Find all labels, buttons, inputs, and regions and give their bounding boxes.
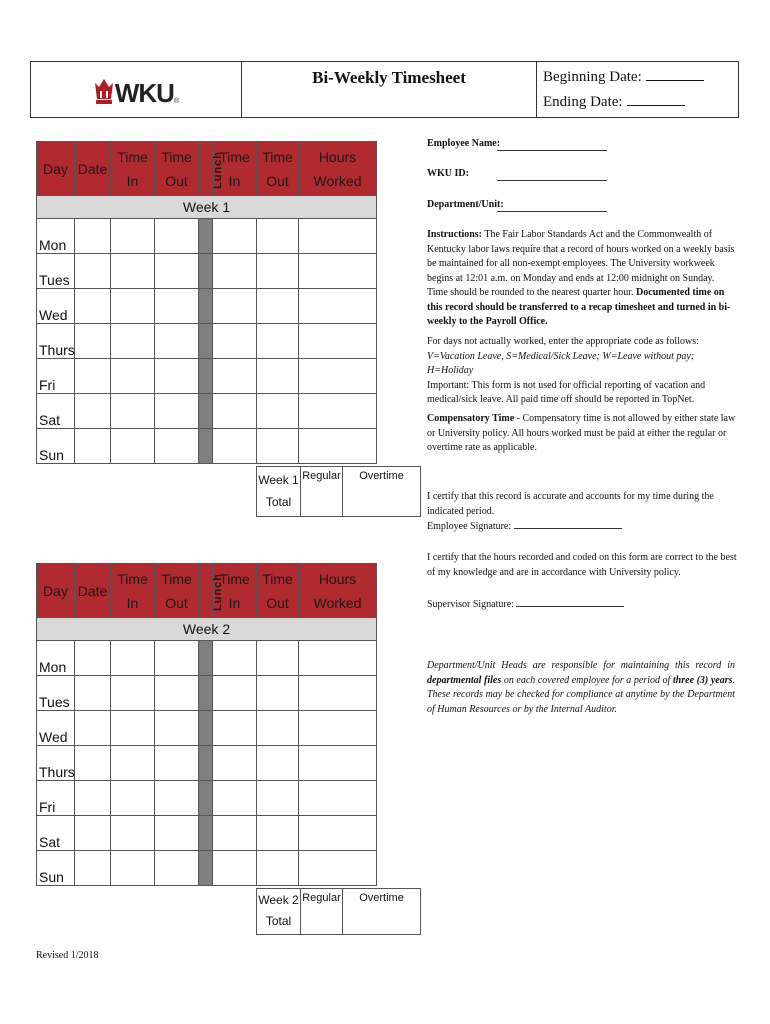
col-hours-worked: Hours Worked — [299, 142, 377, 196]
instructions-label: Instructions: — [427, 229, 483, 240]
entry-cell[interactable] — [155, 746, 199, 781]
entry-cell[interactable] — [299, 781, 377, 816]
entry-cell[interactable] — [111, 851, 155, 886]
entry-cell[interactable] — [75, 816, 111, 851]
entry-cell[interactable] — [257, 816, 299, 851]
supervisor-signature-row — [427, 598, 737, 613]
entry-cell[interactable] — [257, 781, 299, 816]
day-label: Sun — [37, 851, 75, 886]
employee-signature-field[interactable] — [514, 528, 622, 529]
col-time-in-2: Time In — [213, 142, 257, 196]
week2-row-wed — [37, 711, 377, 746]
entry-cell[interactable] — [75, 641, 111, 676]
week1-table — [36, 141, 377, 464]
entry-cell[interactable] — [213, 324, 257, 359]
wku-id-field[interactable] — [497, 168, 607, 181]
entry-cell[interactable] — [213, 219, 257, 254]
employee-name-label: Employee Name: — [427, 138, 501, 149]
beginning-date-field[interactable]: Beginning Date: — [543, 65, 738, 90]
entry-cell[interactable] — [155, 324, 199, 359]
entry-cell[interactable] — [111, 711, 155, 746]
week2-overtime-cell[interactable]: Overtime — [343, 889, 421, 935]
entry-cell[interactable] — [111, 254, 155, 289]
entry-cell[interactable] — [257, 324, 299, 359]
comp-time-label: Compensatory Time — [427, 413, 515, 424]
instructions-block — [427, 228, 737, 330]
entry-cell[interactable] — [213, 641, 257, 676]
col-time-out-2: Time Out — [257, 564, 299, 618]
week2-header-row — [37, 564, 377, 618]
entry-cell[interactable] — [257, 359, 299, 394]
entry-cell[interactable] — [299, 711, 377, 746]
day-label: Fri — [37, 359, 75, 394]
week2-total-label: Week 2 Total — [257, 889, 301, 935]
entry-cell[interactable] — [111, 219, 155, 254]
entry-cell[interactable] — [155, 429, 199, 464]
employee-certify-text: I certify that this record is accurate and accounts for my time during the indicated period. — [427, 491, 714, 517]
entry-cell[interactable] — [257, 394, 299, 429]
entry-cell[interactable] — [155, 781, 199, 816]
entry-cell[interactable] — [213, 394, 257, 429]
entry-cell[interactable] — [299, 289, 377, 324]
entry-cell[interactable] — [299, 746, 377, 781]
dates-cell — [537, 62, 738, 117]
entry-cell[interactable] — [299, 219, 377, 254]
entry-cell[interactable] — [299, 324, 377, 359]
col-time-out-1: Time Out — [155, 142, 199, 196]
entry-cell[interactable] — [111, 641, 155, 676]
entry-cell[interactable] — [257, 254, 299, 289]
lunch-cell — [199, 359, 213, 394]
entry-cell[interactable] — [111, 359, 155, 394]
lunch-cell — [199, 254, 213, 289]
entry-cell[interactable] — [155, 394, 199, 429]
entry-cell[interactable] — [213, 781, 257, 816]
col-date: Date — [75, 142, 111, 196]
entry-cell[interactable] — [155, 254, 199, 289]
week1-overtime-cell[interactable]: Overtime — [343, 467, 421, 517]
entry-cell[interactable] — [299, 641, 377, 676]
week2-table — [36, 563, 377, 886]
col-lunch: Lunch — [199, 142, 213, 196]
entry-cell[interactable] — [299, 254, 377, 289]
entry-cell[interactable] — [155, 219, 199, 254]
entry-cell[interactable] — [257, 711, 299, 746]
entry-cell[interactable] — [257, 219, 299, 254]
day-label: Tues — [37, 254, 75, 289]
logo-text: WKU — [114, 77, 174, 108]
entry-cell[interactable] — [75, 851, 111, 886]
entry-cell[interactable] — [213, 254, 257, 289]
codes-block — [427, 335, 737, 408]
form-header — [30, 61, 739, 118]
entry-cell[interactable] — [257, 676, 299, 711]
entry-cell[interactable] — [213, 816, 257, 851]
day-label: Thurs — [37, 324, 75, 359]
title-cell — [242, 62, 537, 117]
entry-cell[interactable] — [155, 359, 199, 394]
entry-cell[interactable] — [213, 746, 257, 781]
entry-cell[interactable] — [75, 676, 111, 711]
col-time-in-1: Time In — [111, 564, 155, 618]
lunch-cell — [199, 429, 213, 464]
entry-cell[interactable] — [213, 429, 257, 464]
lunch-cell — [199, 781, 213, 816]
codes-intro: For days not actually worked, enter the appropriate code as follows: — [427, 336, 699, 347]
entry-cell[interactable] — [75, 289, 111, 324]
entry-cell[interactable] — [111, 781, 155, 816]
lunch-cell — [199, 851, 213, 886]
entry-cell[interactable] — [111, 324, 155, 359]
week1-totals — [256, 466, 421, 517]
week1-label-row — [37, 196, 377, 219]
entry-cell[interactable] — [111, 816, 155, 851]
week2-regular-cell[interactable]: Regular — [301, 889, 343, 935]
col-time-in-1: Time In — [111, 142, 155, 196]
week1-row-tues — [37, 254, 377, 289]
entry-cell[interactable] — [155, 711, 199, 746]
lunch-cell — [199, 641, 213, 676]
day-label: Mon — [37, 219, 75, 254]
entry-cell[interactable] — [299, 851, 377, 886]
week2-row-fri — [37, 781, 377, 816]
entry-cell[interactable] — [111, 394, 155, 429]
comp-time-text: - Compensatory time is not allowed by either state law or University policy. All hours worked must be paid at either the regular or overtime rate as applicable. — [427, 413, 736, 453]
supervisor-signature-label: Supervisor Signature: — [427, 599, 514, 610]
entry-cell[interactable] — [155, 641, 199, 676]
entry-cell[interactable] — [213, 289, 257, 324]
col-day: Day — [37, 142, 75, 196]
registered-mark: ® — [173, 97, 180, 105]
day-label: Thurs — [37, 746, 75, 781]
week1-header-row — [37, 142, 377, 196]
entry-cell[interactable] — [75, 781, 111, 816]
col-time-out-1: Time Out — [155, 564, 199, 618]
logo-cell — [31, 62, 242, 117]
entry-cell[interactable] — [111, 289, 155, 324]
col-lunch: Lunch — [199, 564, 213, 618]
week2-label: Week 2 — [37, 618, 377, 641]
ending-date-field[interactable]: Ending Date: — [543, 90, 738, 115]
employee-signature-label: Employee Signature: — [427, 521, 512, 532]
entry-cell[interactable] — [213, 851, 257, 886]
week1-row-thurs — [37, 324, 377, 359]
col-day: Day — [37, 564, 75, 618]
entry-cell[interactable] — [155, 289, 199, 324]
day-label: Sat — [37, 816, 75, 851]
dept-heads-note: Department/Unit Heads are responsible for maintaining this record in departmental files on each covered employee for a period of three (3) years. These records may be checked for compliance at anytime by the Department of Human Resources or by the Internal Auditor. — [427, 660, 735, 715]
form-title: Bi-Weekly Timesheet — [312, 68, 466, 87]
entry-cell[interactable] — [257, 289, 299, 324]
wku-cupola-icon — [93, 75, 115, 105]
entry-cell[interactable] — [213, 711, 257, 746]
entry-cell[interactable] — [155, 816, 199, 851]
week2-row-sun — [37, 851, 377, 886]
entry-cell[interactable] — [75, 219, 111, 254]
week2-row-mon — [37, 641, 377, 676]
wku-id-label: WKU ID: — [427, 168, 469, 179]
week2-row-thurs — [37, 746, 377, 781]
week2-label-row — [37, 618, 377, 641]
revised-date: Revised 1/2018 — [36, 950, 99, 961]
entry-cell[interactable] — [75, 359, 111, 394]
lunch-cell — [199, 324, 213, 359]
supervisor-signature-field[interactable] — [516, 606, 624, 607]
day-label: Sun — [37, 429, 75, 464]
instructions-bold-text: Documented time on this record should be transferred to a recap timesheet and turned in bi-weekly to the Payroll Office. — [427, 287, 731, 327]
day-label: Fri — [37, 781, 75, 816]
week1-row-mon — [37, 219, 377, 254]
day-label: Mon — [37, 641, 75, 676]
lunch-cell — [199, 219, 213, 254]
lunch-cell — [199, 816, 213, 851]
entry-cell[interactable] — [155, 676, 199, 711]
week2-row-tues — [37, 676, 377, 711]
comp-time-block — [427, 412, 737, 456]
department-label: Department/Unit: — [427, 199, 504, 210]
entry-cell[interactable] — [257, 746, 299, 781]
week1-row-sat — [37, 394, 377, 429]
entry-cell[interactable] — [299, 816, 377, 851]
col-time-out-2: Time Out — [257, 142, 299, 196]
entry-cell[interactable] — [75, 324, 111, 359]
entry-cell[interactable] — [75, 746, 111, 781]
employee-signature-row — [427, 520, 737, 535]
week1-label: Week 1 — [37, 196, 377, 219]
instructions-text: The Fair Labor Standards Act and the Commonwealth of Kentucky labor laws require that a record of hours worked on a weekly basis be maintained for all non-exempt employees. The University workweek begins at 12:01 a.m. on Monday and ends at 12:00 midnight on Sunday. Time should be rounded to the nearest quarter hour. — [427, 229, 735, 298]
day-label: Tues — [37, 676, 75, 711]
week1-total-label: Week 1 Total — [257, 467, 301, 517]
entry-cell[interactable] — [111, 429, 155, 464]
lunch-cell — [199, 711, 213, 746]
col-hours-worked: Hours Worked — [299, 564, 377, 618]
entry-cell[interactable] — [111, 746, 155, 781]
wku-logo — [93, 75, 180, 108]
entry-cell[interactable] — [111, 676, 155, 711]
department-field[interactable] — [497, 199, 607, 212]
entry-cell[interactable] — [257, 641, 299, 676]
employee-name-field[interactable] — [497, 138, 607, 151]
lunch-cell — [199, 289, 213, 324]
entry-cell[interactable] — [213, 676, 257, 711]
week2-totals — [256, 888, 421, 935]
entry-cell[interactable] — [257, 851, 299, 886]
entry-cell[interactable] — [299, 676, 377, 711]
entry-cell[interactable] — [257, 429, 299, 464]
col-time-in-2: Time In — [213, 564, 257, 618]
week1-row-sun — [37, 429, 377, 464]
entry-cell[interactable] — [75, 394, 111, 429]
entry-cell[interactable] — [75, 254, 111, 289]
week2-row-sat — [37, 816, 377, 851]
day-label: Wed — [37, 711, 75, 746]
week1-row-fri — [37, 359, 377, 394]
entry-cell[interactable] — [299, 429, 377, 464]
entry-cell[interactable] — [299, 394, 377, 429]
col-date: Date — [75, 564, 111, 618]
day-label: Sat — [37, 394, 75, 429]
week1-row-wed — [37, 289, 377, 324]
lunch-cell — [199, 676, 213, 711]
entry-cell[interactable] — [75, 429, 111, 464]
lunch-cell — [199, 746, 213, 781]
entry-cell[interactable] — [299, 359, 377, 394]
codes-list: V=Vacation Leave, S=Medical/Sick Leave; W=Leave without pay; H=Holiday — [427, 350, 695, 376]
entry-cell[interactable] — [155, 851, 199, 886]
entry-cell[interactable] — [75, 711, 111, 746]
codes-important: Important: This form is not used for official reporting of vacation and medical/sick leave. All paid time off should be reported in TopNet. — [427, 379, 706, 405]
lunch-cell — [199, 394, 213, 429]
week1-regular-cell[interactable]: Regular — [301, 467, 343, 517]
entry-cell[interactable] — [213, 359, 257, 394]
supervisor-certify-text: I certify that the hours recorded and coded on this form are correct to the best of my knowledge and are in accordance with University policy. — [427, 552, 737, 578]
day-label: Wed — [37, 289, 75, 324]
